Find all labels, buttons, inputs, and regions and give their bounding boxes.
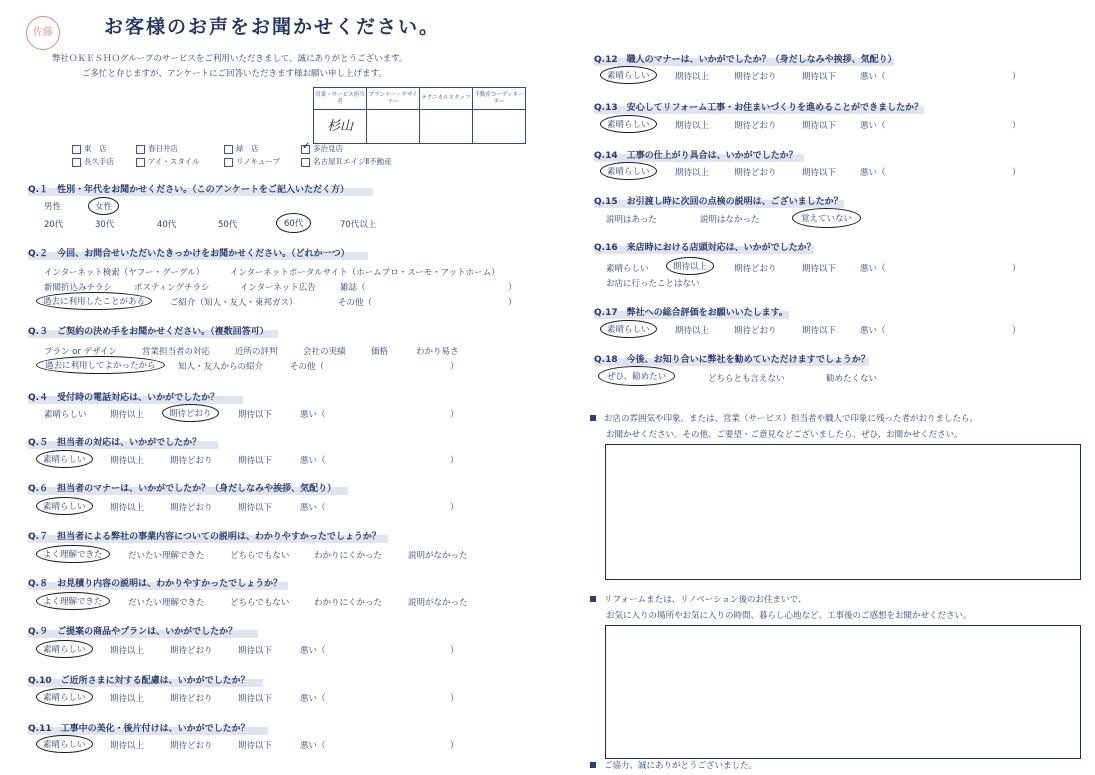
store-checkbox-higashi[interactable]: [72, 143, 107, 154]
paren-close: ）: [450, 694, 459, 704]
store-label: 春日井店: [148, 144, 178, 153]
square-bullet-icon: [590, 762, 596, 768]
q5-opt-expected[interactable]: 期待どおり: [170, 456, 213, 466]
paren-close: ）: [450, 646, 459, 656]
q5-opt-below[interactable]: 期待以下: [238, 456, 273, 466]
comment2-prompt-2: お気に入りの場所やお気に入りの時間、暮らし心地など、工事後のご感想をお聞かせください。: [606, 611, 972, 621]
q3-opt-friend[interactable]: 知人・友人からの紹介: [178, 362, 264, 372]
paren-close: ）: [1012, 72, 1021, 82]
q3-opt-past-selected[interactable]: 過去に利用してよかったから: [36, 356, 165, 374]
q10-opt-excellent-selected[interactable]: 素晴らしい: [36, 688, 93, 706]
q1-age-70[interactable]: 70代以上: [340, 220, 377, 230]
q2-opt-posting[interactable]: ポスティングチラシ: [134, 283, 210, 293]
q8-title: Q.８ お見積り内容の説明は、わかりやすかったでしょうか？: [28, 579, 283, 589]
q11-title: Q.11 工事中の美化・後片付けは、いかがでしたか？: [28, 724, 250, 734]
q13-opt-below[interactable]: 期待以下: [802, 121, 837, 131]
q11-opt-bad[interactable]: 悪い（: [300, 741, 326, 751]
q10-opt-expected[interactable]: 期待どおり: [170, 694, 213, 704]
q13-opt-above[interactable]: 期待以上: [675, 121, 710, 131]
q12-opt-expected[interactable]: 期待どおり: [734, 72, 777, 82]
paren-close: ）: [1012, 326, 1021, 336]
footer-thanks: ご協力、誠にありがとうございました。: [590, 759, 757, 771]
q2-opt-magazine[interactable]: 雑誌（: [340, 283, 366, 293]
q6-opt-expected[interactable]: 期待どおり: [170, 503, 213, 513]
q9-opt-excellent-selected[interactable]: 素晴らしい: [36, 640, 93, 658]
q1-age-40[interactable]: 40代: [157, 220, 177, 230]
q7-opt-unclear[interactable]: わかりにくかった: [314, 551, 383, 561]
q2-opt-flyer[interactable]: 新聞折込みチラシ: [44, 283, 113, 293]
q4-opt-bad[interactable]: 悪い（: [300, 410, 326, 420]
q10-opt-below[interactable]: 期待以下: [238, 694, 273, 704]
q3-opt-other[interactable]: その他（: [290, 362, 325, 372]
q11-opt-below[interactable]: 期待以下: [238, 741, 273, 751]
store-label: 東 店: [84, 144, 107, 153]
q13-opt-excellent-selected[interactable]: 素晴らしい: [600, 115, 657, 133]
q7-title: Q.７ 担当者による弊社の事業内容についての説明は、わかりやすかったでしょうか？: [28, 532, 381, 542]
q12-opt-bad[interactable]: 悪い（: [860, 72, 886, 82]
q13-title: Q.13 安心してリフォーム工事・お住まいづくりを進めることができましたか？: [594, 103, 924, 113]
q14-opt-expected[interactable]: 期待どおり: [734, 168, 777, 178]
q3-paren-close: ）: [450, 362, 459, 372]
q15-title: Q.15 お引渡し時に次回の点検の説明は、ございましたか？: [594, 197, 843, 207]
q17-opt-excellent-selected[interactable]: 素晴らしい: [600, 320, 657, 338]
q9-opt-bad[interactable]: 悪い（: [300, 646, 326, 656]
q13-opt-bad[interactable]: 悪い（: [860, 121, 886, 131]
paren-close: ）: [1012, 264, 1021, 274]
stamp-text: 佐藤: [33, 27, 53, 38]
comment1-prompt-1: お店の雰囲気や印象。または、営業（サービス）担当者や職人で印象に残った者がおりましたら、: [590, 412, 978, 424]
q16-opt-excellent[interactable]: 素晴らしい: [606, 264, 649, 274]
q15-opt-forgot-selected[interactable]: 覚えていない: [792, 208, 861, 228]
q1-gender-female-selected[interactable]: 女性: [88, 197, 119, 215]
q16-opt-never-visited[interactable]: お店に行ったことはない: [606, 279, 700, 289]
q4-opt-expected-selected[interactable]: 期待どおり: [162, 404, 219, 422]
checkbox-icon: [136, 158, 145, 167]
q2-opt-other[interactable]: その他（: [338, 298, 373, 308]
checkbox-icon: [136, 145, 145, 154]
q6-opt-bad[interactable]: 悪い（: [300, 503, 326, 513]
q4-opt-above[interactable]: 期待以上: [110, 410, 145, 420]
q12-opt-above[interactable]: 期待以上: [675, 72, 710, 82]
store-checkbox-tajimi[interactable]: [301, 140, 343, 154]
checkbox-icon: [224, 145, 233, 154]
q14-opt-bad[interactable]: 悪い（: [860, 168, 886, 178]
staff-table: [313, 87, 526, 144]
q16-opt-below[interactable]: 期待以下: [802, 264, 837, 274]
staff-cell-planner[interactable]: [367, 110, 420, 144]
q5-opt-excellent-selected[interactable]: 素晴らしい: [36, 450, 93, 468]
q12-title: Q.12 職人のマナーは、いかがでしたか？（身だしなみや挨拶、気配り）: [594, 55, 897, 65]
store-checkbox-renocube[interactable]: [224, 156, 280, 167]
checked-checkbox-icon: ✓: [302, 140, 311, 152]
q3-opt-plan[interactable]: プラン or デザイン: [44, 347, 118, 357]
q18-opt-not-recommend[interactable]: 勧めたくない: [826, 374, 878, 384]
q11-opt-above[interactable]: 期待以上: [110, 741, 145, 751]
page-title: お客様のお声をお聞かせください。: [104, 16, 441, 38]
stamp-seal: [26, 16, 60, 50]
q17-opt-bad[interactable]: 悪い（: [860, 326, 886, 336]
q9-title: Q.９ ご提案の商品やプランは、いかがでしたか？: [28, 627, 238, 637]
q7-opt-well-selected[interactable]: よく理解できた: [36, 545, 110, 563]
paren-close: ）: [1012, 121, 1021, 131]
q18-opt-neutral[interactable]: どちらとも言えない: [708, 374, 785, 384]
q8-opt-well-selected[interactable]: よく理解できた: [36, 592, 110, 610]
q18-opt-recommend-selected[interactable]: ぜひ、勧めたい: [598, 366, 675, 386]
q6-opt-below[interactable]: 期待以下: [238, 503, 273, 513]
q2-opt-referral[interactable]: ご紹介（知人・友人・東邦ガス）: [170, 298, 298, 308]
q2-opt-ad[interactable]: インターネット広告: [240, 283, 316, 293]
q8-opt-none[interactable]: 説明がなかった: [408, 598, 468, 608]
q13-opt-expected[interactable]: 期待どおり: [734, 121, 777, 131]
q7-opt-none[interactable]: 説明がなかった: [408, 551, 468, 561]
q1-age-20[interactable]: 20代: [44, 220, 64, 230]
checkbox-icon: [224, 158, 233, 167]
q16-title: Q.16 来店時における店頭対応は、いかがでしたか？: [594, 243, 816, 253]
q9-opt-expected[interactable]: 期待どおり: [170, 646, 213, 656]
store-label: 長久手店: [84, 157, 114, 166]
staff-col-realestate: 不動産コーディネーター: [473, 88, 526, 110]
q16-opt-above-selected[interactable]: 期待以上: [666, 257, 714, 275]
q10-opt-above[interactable]: 期待以上: [110, 694, 145, 704]
comment2-textbox[interactable]: [605, 625, 1081, 759]
q17-opt-below[interactable]: 期待以下: [802, 326, 837, 336]
q16-opt-expected[interactable]: 期待どおり: [734, 264, 777, 274]
q2-paren-close: ）: [508, 298, 517, 308]
staff-col-planner: プランナー・デザイナー: [367, 88, 420, 110]
q9-opt-below[interactable]: 期待以下: [238, 646, 273, 656]
q10-title: Q.10 ご近所さまに対する配慮は、いかがでしたか？: [28, 676, 250, 686]
q17-opt-expected[interactable]: 期待どおり: [734, 326, 777, 336]
q3-opt-reputation[interactable]: 近所の評判: [235, 347, 278, 357]
square-bullet-icon: [590, 415, 596, 421]
paren-close: ）: [450, 456, 459, 466]
checkbox-icon: [72, 158, 81, 167]
q2-paren-close: ）: [508, 283, 517, 293]
q7-opt-neutral[interactable]: どちらでもない: [230, 551, 290, 561]
square-bullet-icon: [590, 596, 596, 602]
q3-opt-record[interactable]: 会社の実績: [303, 347, 346, 357]
comment1-textbox[interactable]: [605, 444, 1081, 580]
q18-title: Q.18 今後、お知り合いに弊社を勧めていただけますでしょうか？: [594, 355, 870, 365]
q12-opt-below[interactable]: 期待以下: [802, 72, 837, 82]
q5-title: Q.５ 担当者の対応は、いかがでしたか？: [28, 438, 202, 448]
q11-opt-expected[interactable]: 期待どおり: [170, 741, 213, 751]
q7-opt-mostly[interactable]: だいたい理解できた: [128, 551, 205, 561]
store-checkbox-nagoya[interactable]: [301, 156, 392, 167]
q3-opt-clarity[interactable]: わかり易さ: [416, 347, 459, 357]
store-label: 多治見店: [313, 144, 343, 153]
q4-opt-excellent[interactable]: 素晴らしい: [44, 410, 87, 420]
q1-age-50[interactable]: 50代: [218, 220, 238, 230]
q5-opt-bad[interactable]: 悪い（: [300, 456, 326, 466]
q5-opt-above[interactable]: 期待以上: [110, 456, 145, 466]
store-checkbox-midori[interactable]: [224, 143, 259, 154]
staff-cell-realestate[interactable]: [473, 110, 526, 144]
intro-line-1: 弊社ＯＫＥＳＨＯグループのサービスをご利用いただきまして、誠にありがとうございます。: [52, 54, 408, 64]
q12-opt-excellent-selected[interactable]: 素晴らしい: [600, 66, 657, 84]
q8-opt-neutral[interactable]: どちらでもない: [230, 598, 290, 608]
comment1-prompt-2: お聞かせください。その他、ご要望・ご意見などございましたら、ぜひ、お聞かせください。: [606, 430, 963, 440]
q2-opt-past-selected[interactable]: 過去に利用したことがある: [36, 292, 152, 310]
q1-age-60-selected[interactable]: 60代: [276, 213, 311, 233]
q4-title: Q.４ 受付時の電話対応は、いかがでしたか？: [28, 393, 220, 403]
store-checkbox-nagakute[interactable]: [72, 156, 114, 167]
q6-opt-excellent-selected[interactable]: 素晴らしい: [36, 497, 93, 515]
q2-title: Q.２ 今回、お問合せいただいたきっかけをお聞かせください。（どれか一つ）: [28, 249, 350, 259]
q4-opt-below[interactable]: 期待以下: [238, 410, 273, 420]
q8-opt-mostly[interactable]: だいたい理解できた: [128, 598, 205, 608]
q14-opt-above[interactable]: 期待以上: [675, 168, 710, 178]
q14-title: Q.14 工事の仕上がり具合は、いかがでしたか？: [594, 151, 798, 161]
q3-opt-price[interactable]: 価格: [371, 347, 389, 357]
q16-opt-bad[interactable]: 悪い（: [860, 264, 886, 274]
paren-close: ）: [1012, 168, 1021, 178]
q15-opt-explained[interactable]: 説明はあった: [606, 215, 657, 225]
checkbox-icon: [301, 158, 310, 167]
q6-opt-above[interactable]: 期待以上: [110, 503, 145, 513]
q14-opt-below[interactable]: 期待以下: [802, 168, 837, 178]
q1-gender-male[interactable]: 男性: [44, 202, 62, 212]
q9-opt-above[interactable]: 期待以上: [110, 646, 145, 656]
store-label: 緑 店: [236, 144, 259, 153]
q3-opt-sales[interactable]: 営業担当者の対応: [142, 347, 211, 357]
paren-close: ）: [450, 741, 459, 751]
q11-opt-excellent-selected[interactable]: 素晴らしい: [36, 735, 93, 753]
checkbox-icon: [72, 145, 81, 154]
store-label: 名古屋ＲエイジⅡ不動産: [313, 157, 392, 166]
q2-opt-portal[interactable]: インターネットポータルサイト（ホームプロ・スーモ・アットホーム）: [230, 268, 500, 278]
store-label: リノキューブ: [236, 157, 281, 166]
store-checkbox-kasugai[interactable]: [136, 143, 178, 154]
q17-title: Q.17 弊社への総合評価をお願いいたします。: [594, 308, 788, 318]
q3-title: Q.３ ご契約の決め手をお聞かせください。（複数回答可）: [28, 327, 269, 337]
staff-col-sales: 営業・サービス担当者: [314, 88, 367, 110]
q14-opt-excellent-selected[interactable]: 素晴らしい: [600, 162, 657, 180]
q15-opt-not-explained[interactable]: 説明はなかった: [700, 215, 760, 225]
intro-line-2: ご多忙と存じますが、アンケートにご回答いただきます様お願い申し上げます。: [82, 69, 387, 79]
q1-title: Q.１ 性別・年代をお聞かせください。（このアンケートをご記入いただく方）: [28, 185, 350, 195]
q8-opt-unclear[interactable]: わかりにくかった: [314, 598, 383, 608]
q1-age-30[interactable]: 30代: [95, 220, 115, 230]
store-label: アイ・スタイル: [148, 157, 200, 166]
comment2-prompt-1: リフォームまたは、リノベーション後のお住まいで、: [590, 593, 806, 605]
q6-title: Q.６ 担当者のマナーは、いかがでしたか？（身だしなみや挨拶、気配り）: [28, 484, 337, 494]
staff-col-technical: テクニカルスタッフ: [420, 88, 473, 110]
q2-opt-search[interactable]: インターネット検索（ヤフー・グーグル）: [44, 268, 205, 278]
staff-cell-technical[interactable]: [420, 110, 473, 144]
q10-opt-bad[interactable]: 悪い（: [300, 694, 326, 704]
paren-close: ）: [450, 410, 459, 420]
staff-signature[interactable]: 杉山: [314, 110, 367, 144]
paren-close: ）: [450, 503, 459, 513]
store-checkbox-istyle[interactable]: [136, 156, 200, 167]
q17-opt-above[interactable]: 期待以上: [675, 326, 710, 336]
